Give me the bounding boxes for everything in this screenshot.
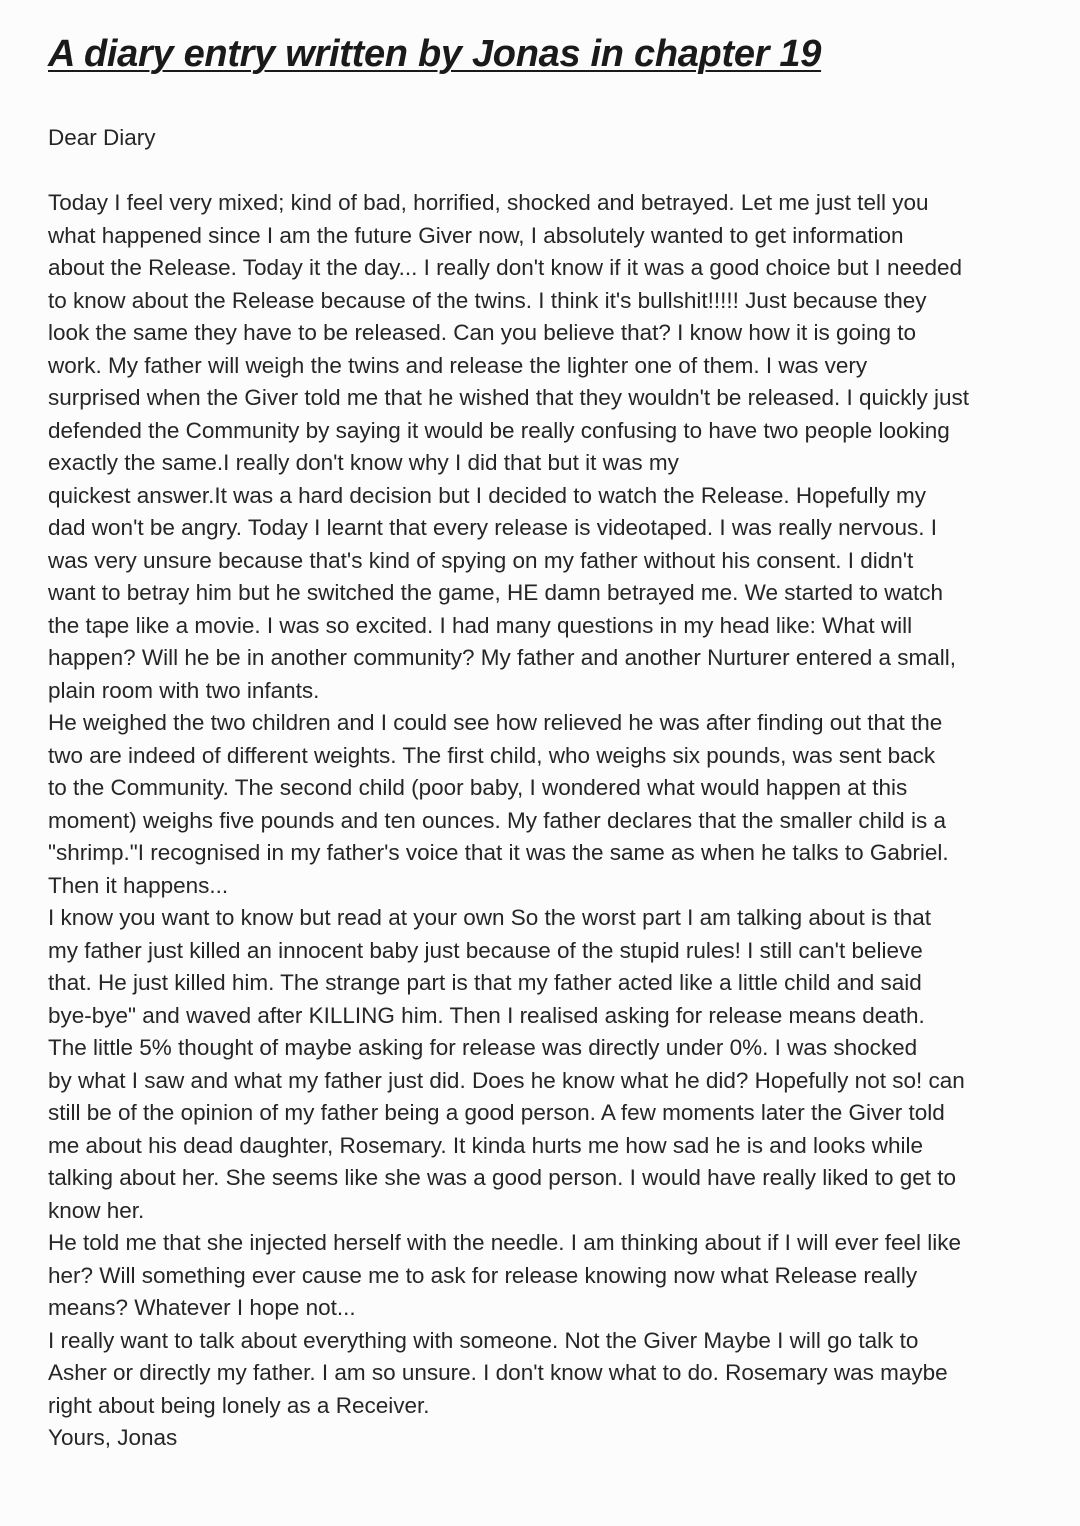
diary-line: work. My father will weigh the twins and release the lighter one of them. I was very	[48, 352, 868, 378]
diary-line: was very unsure because that's kind of spying on my father without his consent. I didn't	[48, 547, 914, 573]
diary-line: talking about her. She seems like she was a good person. I would have really liked to get to	[48, 1165, 957, 1190]
diary-line: plain room with two infants.	[48, 677, 320, 703]
diary-body	[48, 187, 1040, 1455]
diary-line: still be of the opinion of my father being a good person. A few moments later the Giver told	[48, 1100, 945, 1125]
diary-line: about the Release. Today it the day... I really don't know if it was a good choice but I needed	[48, 255, 963, 280]
diary-line: dad won't be angry. Today I learnt that every release is videotaped. I was really nervous. I	[48, 515, 937, 540]
diary-line: exactly the same.I really don't know why I did that but it was my	[48, 450, 679, 475]
diary-line: Yours, Jonas	[48, 1425, 178, 1450]
diary-line: moment) weighs five pounds and ten ounces. My father declares that the smaller child is a	[48, 807, 946, 833]
page-title: A diary entry written by Jonas in chapter 19	[48, 33, 822, 75]
salutation: Dear Diary	[48, 125, 156, 150]
diary-line: me about his dead daughter, Rosemary. It kinda hurts me how sad he is and looks while	[48, 1132, 924, 1158]
diary-line: The little 5% thought of maybe asking for release was directly under 0%. I was shocked	[48, 1035, 918, 1060]
diary-line: Today I feel very mixed; kind of bad, horrified, shocked and betrayed. Let me just tell you	[48, 190, 929, 215]
diary-line: look the same they have to be released. Can you believe that? I know how it is going to	[48, 320, 917, 345]
diary-line: to the Community. The second child (poor baby, I wondered what would happen at this	[48, 775, 908, 800]
diary-line: "shrimp."I recognised in my father's voice that it was the same as when he talks to Gabriel.	[48, 840, 949, 865]
diary-line: Then it happens...	[48, 872, 229, 898]
diary-line: happen? Will he be in another community? My father and another Nurturer entered a small,	[48, 645, 956, 670]
diary-line: He weighed the two children and I could see how relieved he was after finding out that the	[48, 710, 943, 735]
diary-line: I really want to talk about everything with someone. Not the Giver Maybe I will go talk to	[48, 1327, 919, 1353]
diary-line: surprised when the Giver told me that he wished that they wouldn't be released. I quickly just	[48, 385, 970, 410]
diary-line: her? Will something ever cause me to ask for release knowing now what Release really	[48, 1262, 918, 1288]
diary-line: that. He just killed him. The strange part is that my father acted like a little child and said	[48, 970, 922, 995]
diary-line: means? Whatever I hope not...	[48, 1295, 356, 1320]
diary-line: what happened since I am the future Giver now, I absolutely wanted to get information	[48, 222, 904, 248]
diary-line: two are indeed of different weights. The first child, who weighs six pounds, was sent back	[48, 742, 936, 768]
diary-line: by what I saw and what my father just did. Does he know what he did? Hopefully not so! can	[48, 1067, 965, 1093]
diary-line: right about being lonely as a Receiver.	[48, 1392, 430, 1418]
diary-line: I know you want to know but read at your own So the worst part I am talking about is that	[48, 905, 931, 930]
diary-line: bye-bye" and waved after KILLING him. Then I realised asking for release means death.	[48, 1002, 925, 1028]
diary-line: want to betray him but he switched the game, HE damn betrayed me. We started to watch	[48, 580, 944, 605]
diary-line: know her.	[48, 1197, 145, 1223]
diary-line: my father just killed an innocent baby just because of the stupid rules! I still can't believe	[48, 937, 923, 963]
diary-line: quickest answer.It was a hard decision but I decided to watch the Release. Hopefully my	[48, 482, 926, 508]
diary-line: He told me that she injected herself with the needle. I am thinking about if I will ever feel like	[48, 1230, 961, 1255]
diary-line: the tape like a movie. I was so excited. I had many questions in my head like: What will	[48, 612, 913, 638]
diary-line: defended the Community by saying it would be really confusing to have two people looking	[48, 417, 950, 443]
diary-line: to know about the Release because of the twins. I think it's bullshit!!!!! Just because they	[48, 287, 927, 313]
diary-line: Asher or directly my father. I am so unsure. I don't know what to do. Rosemary was maybe	[48, 1360, 948, 1385]
